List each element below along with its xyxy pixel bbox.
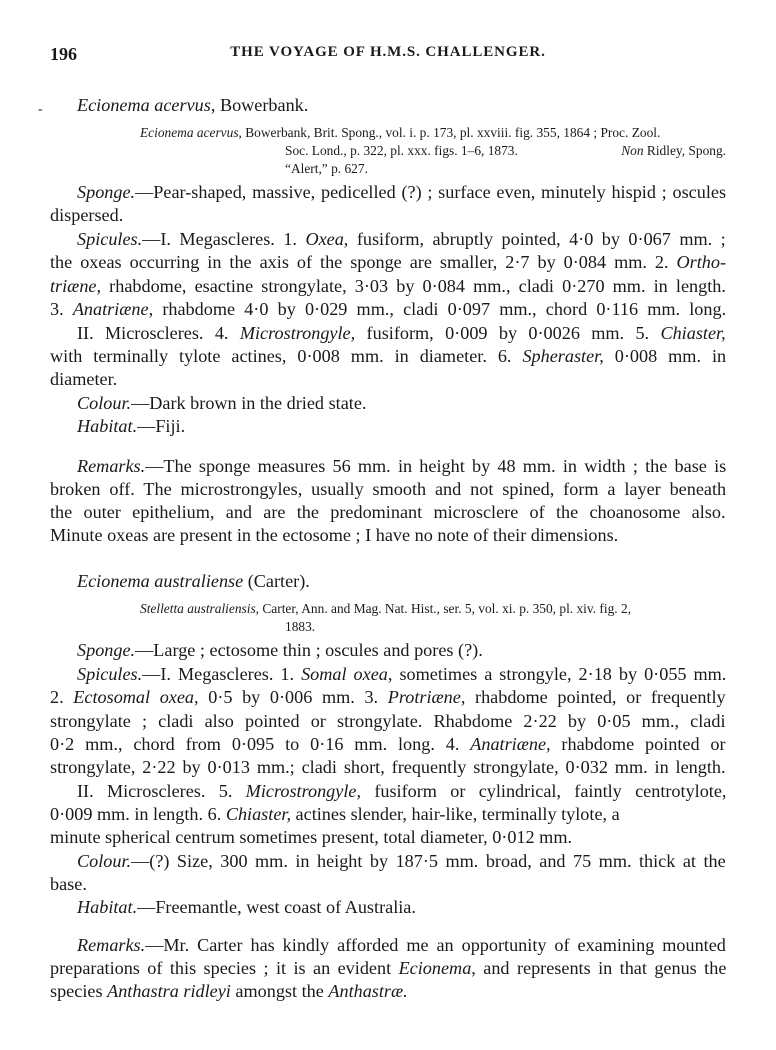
spicules-description: Spicules.—I. Megascleres. 1. Oxea, fusiform, abruptly pointed, 4·0 by 0·067 mm. ;: [77, 229, 726, 249]
remarks-paragraph: Minute oxeas are present in the ectosome ; I have no note of their dimensions.: [50, 525, 619, 545]
synonymy-line: Stelletta australiensis, Carter, Ann. and Mag. Nat. Hist., ser. 5, vol. xi. p. 350, pl. xiv. fig. 2,: [140, 601, 632, 616]
colour-description: Colour.—(?) Size, 300 mm. in height by 187·5 mm. broad, and 75 mm. thick at the: [77, 851, 726, 871]
colour-description: base.: [50, 874, 87, 894]
synonymy-line: Soc. Lond., p. 322, pl. xxx. figs. 1–6, 1873. Non Ridley, Spong.: [285, 143, 726, 158]
spicules-description: 2. Ectosomal oxea, 0·5 by 0·006 mm. 3. Protriæne, rhabdome pointed, or frequently: [50, 687, 726, 707]
habitat-description: Habitat.—Freemantle, west coast of Australia.: [77, 897, 416, 917]
microscleres-description: with terminally tylote actines, 0·008 mm. in diameter. 6. Spheraster, 0·008 mm. in: [50, 346, 727, 366]
synonymy-line: “Alert,” p. 627.: [285, 161, 368, 176]
running-title: THE VOYAGE OF H.M.S. CHALLENGER.: [230, 44, 546, 60]
sponge-description: dispersed.: [50, 205, 124, 225]
species-name: Ecionema acervus: [77, 95, 211, 115]
habitat-description: Habitat.—Fiji.: [77, 416, 186, 436]
spicules-description: the oxeas occurring in the axis of the sponge are smaller, 2·7 by 0·084 mm. 2. Ortho-: [50, 252, 727, 272]
remarks-paragraph: preparations of this species ; it is an evident Ecionema, and represents in that genus the: [50, 958, 727, 978]
colour-description: Colour.—Dark brown in the dried state.: [77, 393, 367, 413]
synonymy-line: Ecionema acervus, Bowerbank, Brit. Spong., vol. i. p. 173, pl. xxviii. fig. 355, 1864 ; Proc. Zool.: [140, 125, 661, 140]
spicules-description: strongylate ; cladi also pointed or strongylate. Rhabdome 2·22 by 0·05 mm., cladi: [50, 711, 726, 731]
sponge-description: Sponge.—Large ; ectosome thin ; oscules and pores (?).: [77, 640, 483, 660]
remarks-paragraph: Remarks.—Mr. Carter has kindly afforded me an opportunity of examining mounted: [77, 935, 726, 955]
remarks-paragraph: broken off. The microstrongyles, usually smooth and not spined, form a layer beneath: [50, 479, 727, 499]
spicules-description: triæne, rhabdome, esactine strongylate, 3·03 by 0·084 mm., cladi 0·270 mm. in length.: [50, 276, 726, 296]
synonymy-line: 1883.: [285, 619, 316, 634]
species-authority: (Carter).: [243, 571, 310, 591]
remarks-paragraph: species Anthastra ridleyi amongst the Anthastræ.: [50, 981, 408, 1001]
microscleres-description: diameter.: [50, 369, 118, 389]
spicules-description: strongylate, 2·22 by 0·013 mm.; cladi short, frequently strongylate, 0·032 mm. in length.: [50, 757, 726, 777]
species-heading: [77, 570, 310, 592]
species-authority: , Bowerbank.: [210, 95, 309, 115]
page-number: 196: [50, 44, 77, 64]
spicules-description: 3. Anatriæne, rhabdome 4·0 by 0·029 mm., cladi 0·097 mm., chord 0·116 mm. long.: [50, 299, 727, 319]
sponge-description: Sponge.—Pear-shaped, massive, pedicelled (?) ; surface even, minutely hispid ; oscules: [77, 182, 727, 202]
margin-mark: -: [38, 102, 43, 117]
spicules-description: 0·2 mm., chord from 0·095 to 0·16 mm. long. 4. Anatriæne, rhabdome pointed or: [50, 734, 726, 754]
spicules-description: Spicules.—I. Megascleres. 1. Somal oxea, sometimes a strongyle, 2·18 by 0·055 mm.: [77, 664, 727, 684]
species-heading: [77, 94, 308, 116]
microscleres-description: 0·009 mm. in length. 6. Chiaster, actines slender, hair-like, terminally tylote, a: [50, 804, 620, 824]
microscleres-description: II. Microscleres. 5. Microstrongyle, fusiform or cylindrical, faintly centrotylote,: [77, 781, 727, 801]
species-name: Ecionema australiense: [77, 571, 244, 591]
microscleres-description: minute spherical centrum sometimes present, total diameter, 0·012 mm.: [50, 827, 573, 847]
remarks-paragraph: the outer epithelium, and are the predominant microsclere of the choanosome also.: [50, 502, 726, 522]
remarks-paragraph: Remarks.—The sponge measures 56 mm. in height by 48 mm. in width ; the base is: [77, 456, 727, 476]
microscleres-description: II. Microscleres. 4. Microstrongyle, fusiform, 0·009 by 0·0026 mm. 5. Chiaster,: [77, 323, 726, 343]
